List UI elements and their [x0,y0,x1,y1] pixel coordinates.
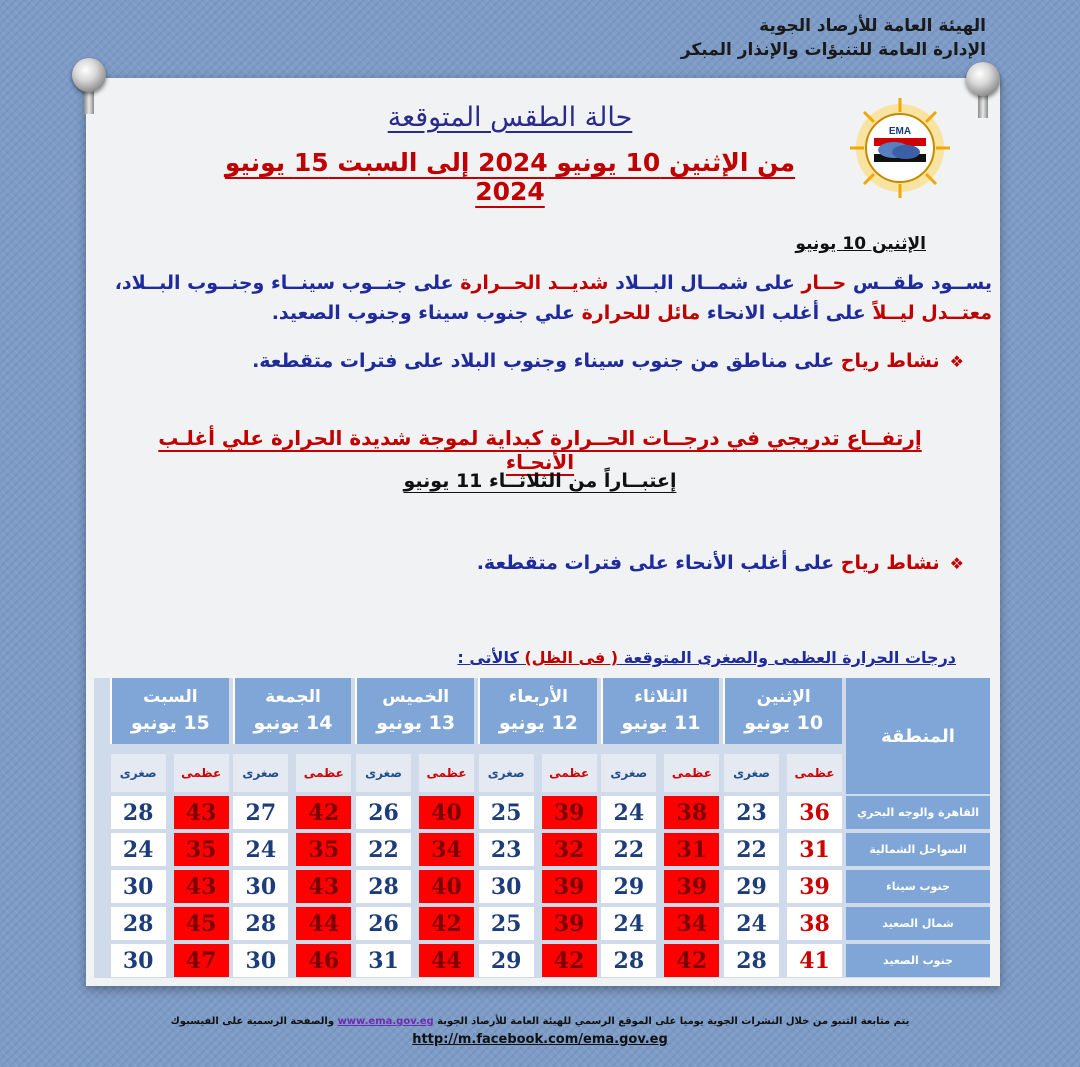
diamond-bullet-icon: ❖ [949,554,964,573]
min-temp-cell: 30 [111,870,166,903]
wind-label: نشاط رياح [840,350,940,372]
min-temp-cell: 24 [601,907,656,940]
min-temp-cell: 28 [233,907,288,940]
wind-note [252,350,964,372]
min-temp-cell: 31 [356,944,411,977]
footer-text: يتم متابعة التنبو من خلال النشرات الجوية يوميا على الموقع الرسمي للهيئة العامة للأرصاد الجوية [433,1016,910,1027]
min-temp-cell: 30 [111,944,166,977]
wind-label: نشاط رياح [840,552,940,574]
max-temp-cell: 45 [174,907,229,940]
min-temp-cell: 29 [479,944,534,977]
min-temp-cell: 25 [479,907,534,940]
max-temp-cell: 39 [542,870,597,903]
day-column-header [723,678,842,744]
wind-text: على مناطق من جنوب سيناء وجنوب البلاد على فترات متقطعة. [252,350,841,372]
max-temp-cell: 40 [419,870,474,903]
agency-name: الهيئة العامة للأرصاد الجوية [759,16,986,36]
max-temp-cell: 36 [787,796,842,829]
agency-department: الإدارة العامة للتنبؤات والإنذار المبكر [680,40,986,60]
min-temp-cell: 26 [356,796,411,829]
caption-text: درجات الحرارة العظمى والصغرى المتوقعة [618,648,956,667]
summary-text: على شمــال البــلاد [608,272,802,294]
min-temp-header: صغرى [233,754,288,792]
day-date: 13 يونيو [376,712,456,734]
min-temp-cell: 26 [356,907,411,940]
region-name: القاهرة والوجه البحري [846,796,990,829]
min-temp-cell: 30 [233,870,288,903]
max-temp-header: عظمى [664,754,719,792]
weather-summary [92,268,992,328]
summary-highlight: حــار [801,272,847,294]
forecast-date-range: من الإثنين 10 يونيو 2024 إلى السبت 15 يونيو 2024 [224,148,796,206]
min-temp-cell: 28 [111,907,166,940]
day-column-header [110,678,229,744]
max-temp-cell: 44 [419,944,474,977]
day-name: الأربعاء [508,687,568,707]
min-temp-cell: 24 [233,833,288,866]
max-temp-header: عظمى [542,754,597,792]
summary-highlight: شديــد الحــرارة [460,272,609,294]
max-temp-cell: 39 [664,870,719,903]
day-name: السبت [143,687,198,707]
max-temp-header: عظمى [419,754,474,792]
table-caption [457,648,956,667]
max-temp-cell: 34 [419,833,474,866]
min-temp-cell: 23 [724,796,779,829]
max-temp-cell: 31 [787,833,842,866]
day-column-header [355,678,474,744]
day-date: 11 يونيو [621,712,701,734]
min-temp-cell: 28 [356,870,411,903]
day-column-header [478,678,597,744]
max-temp-header: عظمى [296,754,351,792]
wind-text: على أغلب الأنحاء على فترات متقطعة. [476,552,841,574]
min-temp-cell: 27 [233,796,288,829]
footer-note [100,1016,980,1027]
max-temp-cell: 46 [296,944,351,977]
max-temp-cell: 42 [296,796,351,829]
min-temp-header: صغرى [601,754,656,792]
max-temp-cell: 43 [296,870,351,903]
region-name: السواحل الشمالية [846,833,990,866]
max-temp-cell: 41 [787,944,842,977]
temperature-table [94,678,990,978]
day-name: الثلاثاء [634,687,688,707]
region-name: جنوب سيناء [846,870,990,903]
summary-text: على جنــوب سينــاء وجنــوب البــلاد، [114,272,461,294]
region-name: جنوب الصعيد [846,944,990,977]
day-date: 15 يونيو [130,712,210,734]
day-date: 14 يونيو [253,712,333,734]
min-temp-header: صغرى [111,754,166,792]
max-temp-cell: 43 [174,796,229,829]
min-temp-cell: 24 [601,796,656,829]
min-temp-cell: 30 [233,944,288,977]
day-column-header [601,678,720,744]
day-date: 10 يونيو [744,712,824,734]
max-temp-cell: 34 [664,907,719,940]
summary-highlight: معتــدل ليــلاً [872,302,992,324]
facebook-link[interactable]: http://m.facebook.com/ema.gov.eg [412,1032,668,1047]
min-temp-cell: 28 [724,944,779,977]
max-temp-cell: 38 [787,907,842,940]
summary-highlight: مائل للحرارة [581,302,701,324]
day-heading: الإثنين 10 يونيو [795,234,926,254]
min-temp-cell: 30 [479,870,534,903]
ema-logo [848,96,952,200]
min-temp-cell: 29 [601,870,656,903]
heatwave-alert: إرتفــاع تدريجي في درجــات الحــرارة كبداية لموجة شديدة الحرارة علي أغلـب الأنحـاء [158,426,922,474]
max-temp-cell: 39 [542,796,597,829]
max-temp-cell: 44 [296,907,351,940]
wind-note [477,552,964,574]
day-column-header [233,678,352,744]
max-temp-cell: 42 [419,907,474,940]
min-temp-cell: 29 [724,870,779,903]
min-temp-header: صغرى [479,754,534,792]
min-temp-cell: 28 [111,796,166,829]
min-temp-cell: 23 [479,833,534,866]
caption-text: كالأتى : [457,648,525,667]
max-temp-cell: 32 [542,833,597,866]
summary-text: علي جنوب سيناء وجنوب الصعيد. [271,302,582,324]
max-temp-cell: 39 [542,907,597,940]
min-temp-header: صغرى [724,754,779,792]
max-temp-cell: 31 [664,833,719,866]
max-temp-header: عظمى [174,754,229,792]
website-link[interactable]: www.ema.gov.eg [337,1016,434,1027]
day-name: الخميس [382,687,450,707]
pushpin-icon [966,62,1000,96]
region-name: شمال الصعيد [846,907,990,940]
max-temp-cell: 43 [174,870,229,903]
pushpin-icon [72,58,106,92]
agency-header [681,14,986,62]
ema-logo-text: EMA [888,126,912,137]
min-temp-cell: 22 [601,833,656,866]
heatwave-start: إعتبــاراً من الثلاثــاء 11 يونيو [403,470,677,492]
region-column-header: المنطقة [846,678,990,794]
day-name: الجمعة [265,687,321,707]
summary-text: يســود طقــس [846,272,992,294]
max-temp-cell: 47 [174,944,229,977]
min-temp-cell: 24 [111,833,166,866]
min-temp-cell: 22 [724,833,779,866]
min-temp-cell: 22 [356,833,411,866]
max-temp-cell: 40 [419,796,474,829]
footer-text: والصفحة الرسمية على الفيسبوك [170,1016,338,1027]
min-temp-cell: 25 [479,796,534,829]
max-temp-header: عظمى [787,754,842,792]
max-temp-cell: 42 [542,944,597,977]
day-name: الإثنين [756,687,811,707]
day-date: 12 يونيو [498,712,578,734]
min-temp-header: صغرى [356,754,411,792]
max-temp-cell: 35 [296,833,351,866]
max-temp-cell: 39 [787,870,842,903]
page-title: حالة الطقس المتوقعة [387,102,633,133]
max-temp-cell: 35 [174,833,229,866]
min-temp-cell: 24 [724,907,779,940]
diamond-bullet-icon: ❖ [949,352,964,371]
max-temp-cell: 38 [664,796,719,829]
min-temp-cell: 28 [601,944,656,977]
caption-highlight: ( فى الظل) [524,648,619,667]
summary-text: على أغلب الانحاء [700,302,873,324]
max-temp-cell: 42 [664,944,719,977]
